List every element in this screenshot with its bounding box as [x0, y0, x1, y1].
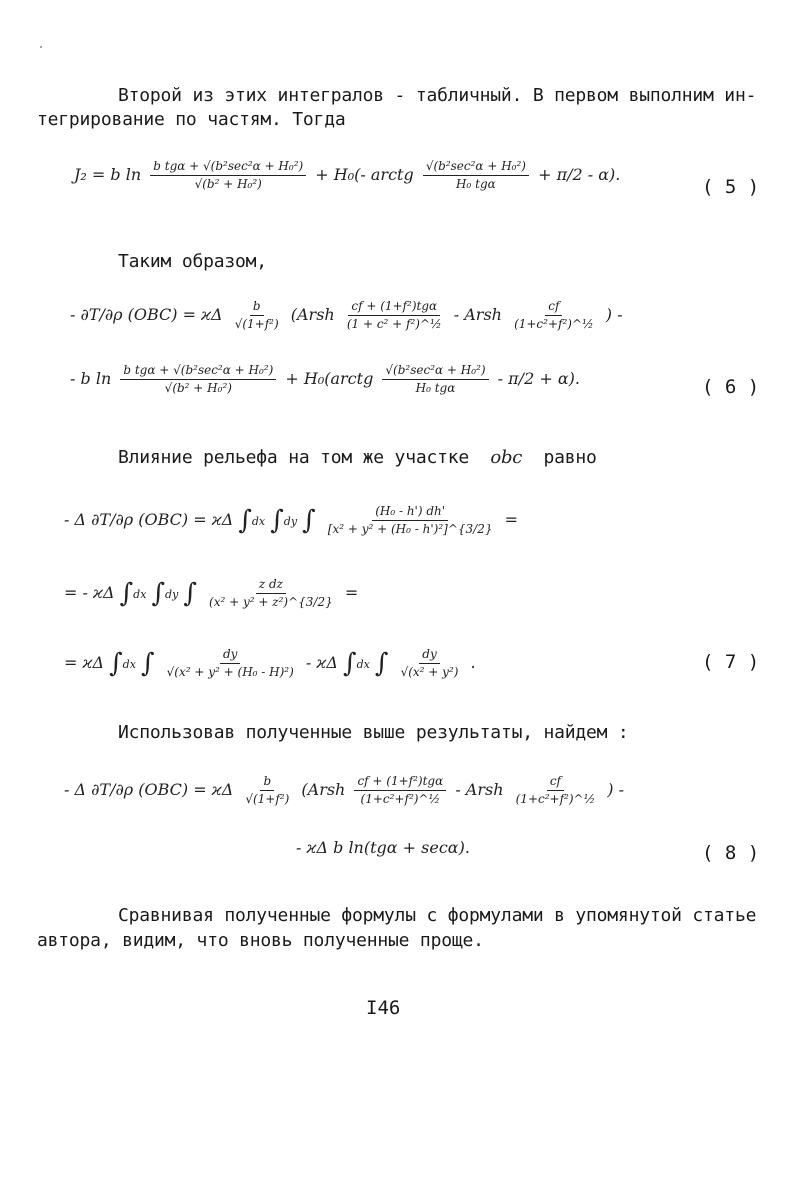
- equation-7-line-3: = ϰΔ ∫dx ∫ $\frac{dy}{\text{√(x² + y² + (H₀ - H)²)}}$ - ϰΔ ∫dx ∫ $\frac{dy}{\text{√(x² + y²)}}$ .: [64, 647, 476, 679]
- paragraph-line: тегрирование по частям. Тогда: [37, 109, 346, 130]
- eq6-fc-den: (1+c²+f²)^½: [514, 317, 594, 331]
- paragraph-line: Сравнивая полученные формулы с формулами в упомянутой статье: [118, 905, 757, 926]
- eq7-l1-num: (H₀ - h') dh': [372, 505, 448, 521]
- eq8-fb-den: (1+c²+f²)^½: [360, 792, 441, 806]
- integral-sign: ∫: [374, 648, 389, 679]
- equation-6-line-2: [70, 364, 580, 395]
- eq8-arsh-1: (Arsh: [301, 780, 346, 799]
- eq7-l2-end: =: [344, 583, 359, 602]
- eq8-fa-num: b: [260, 775, 274, 791]
- eq8-fa-den: √(1+f²): [245, 792, 290, 806]
- equation-6-line-1: [70, 300, 622, 331]
- eq5-tail: + π/2 - α).: [538, 165, 621, 184]
- eq6-fraction-a: [232, 300, 282, 331]
- eq8-arsh-2: - Arsh: [455, 780, 504, 799]
- equation-5: [74, 160, 620, 191]
- eq6-fb-num: cf + (1+f²)tgα: [348, 300, 440, 316]
- eq5-f2-num: √(b²sec²α + H₀²): [423, 160, 529, 176]
- equation-number-5: ( 5 ): [702, 176, 760, 198]
- eq7-l2-lhs: = - ϰΔ: [64, 583, 115, 602]
- equation-number-6: ( 6 ): [702, 376, 760, 398]
- eq7-l3-fraction-2: [398, 648, 462, 679]
- paragraph-line: Использовав полученные выше результаты, найдем :: [118, 722, 629, 743]
- eq7-l3-mid: - ϰΔ: [305, 653, 338, 672]
- eq6-fraction-e: [382, 364, 488, 395]
- eq7-l3-fraction-1: [164, 648, 297, 679]
- eq8-fraction-b: [354, 775, 446, 806]
- eq7-l3-lhs: = ϰΔ: [64, 653, 105, 672]
- eq7-l2-num: z dz: [256, 578, 286, 594]
- equation-number-7: ( 7 ): [702, 651, 760, 673]
- equation-7-line-2: = - ϰΔ ∫dx ∫dy ∫ $\frac{\text{z dz}}{\text{(x² + y² + z²)\textasciicircum{}\{3/2\}}}$ =: [64, 577, 359, 609]
- integral-sign: ∫: [270, 505, 284, 536]
- eq6-fa-den: √(1+f²): [234, 317, 279, 331]
- eq6-fd-den: √(b² + H₀²): [164, 381, 232, 395]
- integral-sign: ∫: [238, 505, 252, 536]
- integral-sign: ∫: [151, 578, 166, 609]
- eq7-l3-den2: √(x² + y²): [400, 665, 459, 679]
- eq6-fe-den: H₀ tgα: [415, 381, 456, 395]
- paragraph-line: Второй из этих интегралов - табличный. В первом выполним ин-: [118, 85, 757, 106]
- eq8-fc-num: cf: [547, 775, 564, 791]
- eq8-fraction-a: [242, 775, 292, 806]
- paragraph-line: Таким образом,: [118, 251, 267, 272]
- eq6-fraction-d: [120, 364, 276, 395]
- p3-end: равно: [543, 447, 597, 468]
- eq5-f1-num: b tgα + √(b²sec²α + H₀²): [150, 160, 306, 176]
- eq6-tail: - π/2 + α).: [497, 369, 580, 388]
- eq5-f2-den: H₀ tgα: [456, 177, 496, 191]
- eq6-fe-num: √(b²sec²α + H₀²): [382, 364, 488, 380]
- equation-number-8: ( 8 ): [702, 842, 760, 864]
- eq6-arsh-2: - Arsh: [453, 305, 502, 324]
- eq7-l3-num1: dy: [220, 648, 240, 664]
- eq6-fraction-b: [344, 300, 445, 331]
- eq6-fc-num: cf: [545, 300, 562, 316]
- eq6-mid: + H₀(arctg: [285, 369, 374, 388]
- integral-sign: ∫: [109, 648, 123, 679]
- eq6-fraction-c: [511, 300, 597, 331]
- integral-sign: ∫: [119, 578, 134, 609]
- eq8-close-1: ) -: [607, 780, 625, 799]
- eq5-f1-den: √(b² + H₀²): [194, 177, 262, 191]
- eq7-l3-den1: √(x² + y² + (H₀ - H)²): [166, 665, 294, 679]
- eq5-fraction-1: [150, 160, 306, 191]
- eq7-l2-fraction: [206, 578, 336, 609]
- eq7-l1-den: [x² + y² + (H₀ - h')²]^{3/2}: [327, 522, 493, 536]
- eq6-lhs: - ∂T/∂ρ (OBC) = ϰΔ: [70, 305, 223, 324]
- eq5-mid: + H₀(- arctg: [315, 165, 414, 184]
- integral-sign: ∫: [302, 505, 316, 536]
- p3-start: Влияние рельефа на том же участке: [118, 447, 470, 468]
- eq7-l3-end: .: [470, 653, 476, 672]
- eq6-fb-den: (1 + c² + f²)^½: [346, 317, 442, 331]
- eq7-l1-fraction: [325, 505, 496, 536]
- integral-sign: ∫: [343, 648, 357, 679]
- equation-7-line-1: - Δ ∂T/∂ρ (OBC) = ϰΔ ∫dx ∫dy ∫ $\frac{\text{(H₀ - h') dh'}}{\text{[x² + y² + (H₀ - h')²]\textasciicircum{}\{3/2\}}}$ =: [64, 504, 518, 536]
- page-number: I46: [366, 997, 401, 1019]
- eq8-fb-num: cf + (1+f²)tgα: [354, 775, 446, 791]
- eq6-close-1: ) -: [605, 305, 623, 324]
- eq7-l3-num2: dy: [419, 648, 439, 664]
- eq5-lhs: J₂ = b ln: [74, 165, 142, 184]
- eq6-fa-num: b: [250, 300, 264, 316]
- eq8-fc-den: (1+c²+f²)^½: [515, 792, 596, 806]
- integral-sign: ∫: [141, 648, 155, 679]
- eq6-line2-start: - b ln: [70, 369, 112, 388]
- paragraph-line: автора, видим, что вновь полученные проще.: [37, 930, 484, 951]
- eq7-l2-den: (x² + y² + z²)^{3/2}: [209, 595, 333, 609]
- integral-sign: ∫: [183, 578, 197, 609]
- eq6-fd-num: b tgα + √(b²sec²α + H₀²): [120, 364, 276, 380]
- eq7-l1-end: =: [504, 510, 518, 529]
- scan-speck: [40, 46, 42, 48]
- paragraph-line: [118, 447, 597, 468]
- p3-var: obc: [490, 447, 523, 468]
- equation-8-line-2: - ϰΔ b ln(tgα + secα).: [296, 838, 470, 857]
- eq6-arsh-1: (Arsh: [290, 305, 335, 324]
- equation-8-line-1: [64, 775, 624, 806]
- eq7-l1-lhs: - Δ ∂T/∂ρ (OBC) = ϰΔ: [64, 510, 234, 529]
- eq8-fraction-c: [513, 775, 599, 806]
- eq5-fraction-2: [423, 160, 529, 191]
- eq8-lhs: - Δ ∂T/∂ρ (OBC) = ϰΔ: [64, 780, 234, 799]
